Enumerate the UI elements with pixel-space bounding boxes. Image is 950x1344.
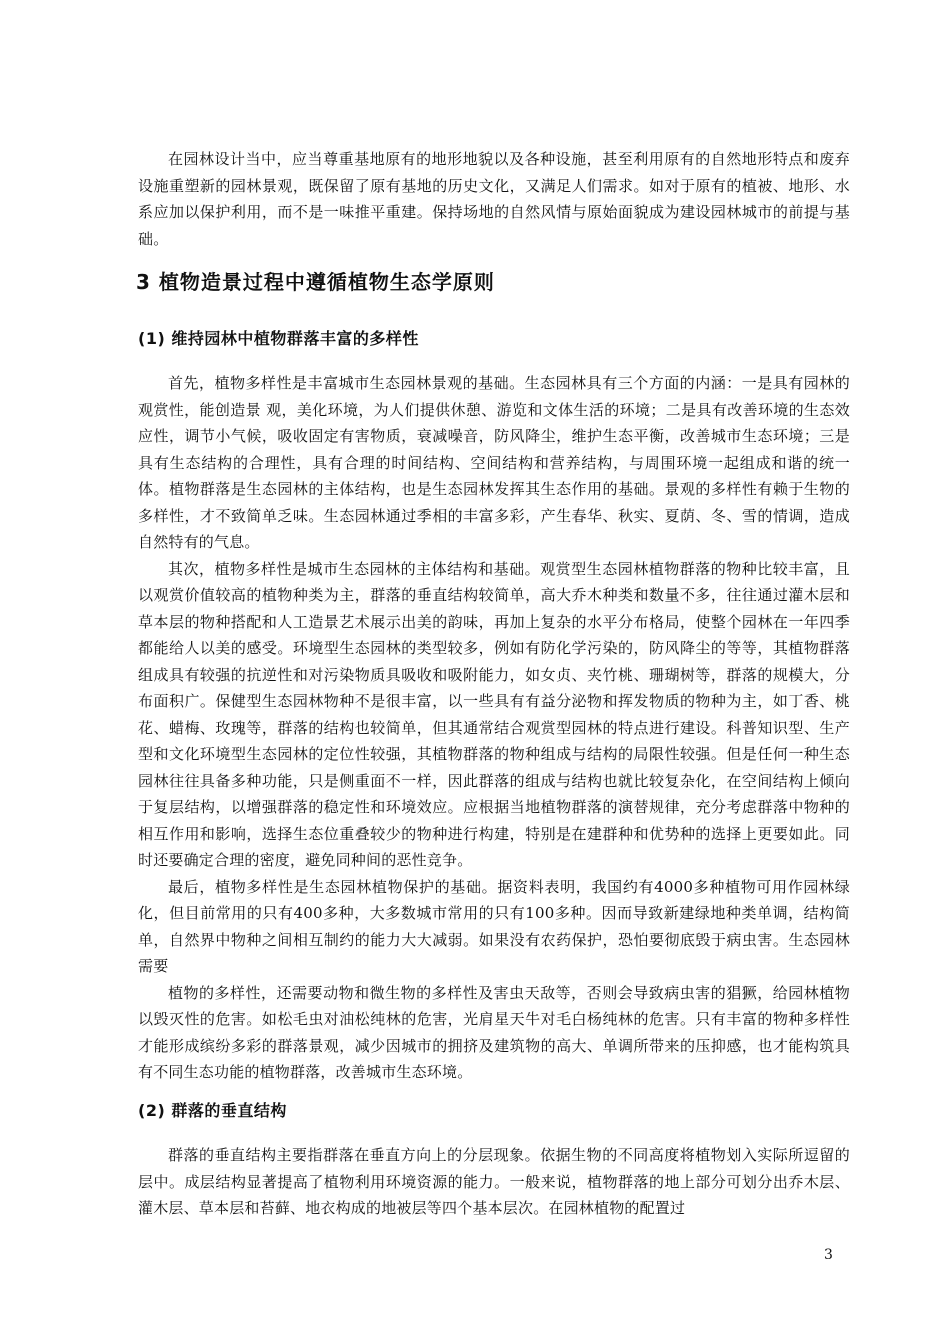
paragraph-2: 其次，植物多样性是城市生态园林的主体结构和基础。观赏型生态园林植物群落的物种比较丰富，且以观赏价值较高的植物种类为主，群落的垂直结构较简单，高大乔木种类和数量不多，往往通过灌木层和草本层的物种搭配和人工造景艺术展示出美的韵味，再加上复杂的水平分布格局，使整个园林在一年四季都能给人以美的感受。环境型生态园林的类型较多，例如有防化学污染的，防风降尘的等等，其植物群落组成具有较强的抗逆性和对污染物质具吸收和吸附能力，如女贞、夹竹桃、珊瑚树等，群落的规模大，分布面积广。保健型生态园林物种不是很丰富，以一些具有有益分泌物和挥发物质的物种为主，如丁香、桃花、蜡梅、玫瑰等，群落的结构也较简单，但其通常结合观赏型园林的特点进行建设。科普知识型、生产型和文化环境型生态园林的定位性较强，其植物群落的物种组成与结构的局限性较强。但是任何一种生态园林往往具备多种功能，只是侧重面不一样，因此群落的组成与结构也就比较复杂化，在空间结构上倾向于复层结构，以增强群落的稳定性和环境效应。应根据当地植物群落的演替规律，充分考虑群落中物种的相互作用和影响，选择生态位重叠较少的物种进行构建，特别是在建群种和优势种的选择上更要如此。同时还要确定合理的密度，避免同种间的恶性竞争。	[138, 559, 850, 869]
subsection-1-body	[138, 370, 850, 1086]
paragraph-1: 首先，植物多样性是丰富城市生态园林景观的基础。生态园林具有三个方面的内涵：一是具有园林的观赏性，能创造景 观，美化环境，为人们提供休憩、游览和文体生活的环境；二是具有改善环境的生态效应性，调节小气候，吸收固定有害物质，衰减噪音，防风降尘，维护生态平衡，改善城市生态环境；三是具有生态结构的合理性，具有合理的时间结构、空间结构和营养结构，与周围环境一起组成和谐的统一体。植物群落是生态园林的主体结构，也是生态园林发挥其生态作用的基础。景观的多样性有赖于生物的多样性，才不致简单乏味。生态园林通过季相的丰富多彩，产生春华、秋实、夏荫、冬、雪的情调，造成自然特有的气息。	[138, 374, 850, 551]
section-heading: 3 植物造景过程中遵循植物生态学原则	[136, 270, 495, 294]
intro-block	[138, 146, 850, 252]
subsection-2-body	[138, 1142, 850, 1222]
intro-paragraph: 在园林设计当中，应当尊重基地原有的地形地貌以及各种设施，甚至利用原有的自然地形特点和废弃设施重塑新的园林景观，既保留了原有基地的历史文化，又满足人们需求。如对于原有的植被、地形、水系应加以保护利用，而不是一味推平重建。保持场地的自然风情与原始面貌成为建设园林城市的前提与基础。	[138, 150, 850, 248]
paragraph-5: 群落的垂直结构主要指群落在垂直方向上的分层现象。依据生物的不同高度将植物划入实际所逗留的层中。成层结构显著提高了植物利用环境资源的能力。一般来说，植物群落的地上部分可划分出乔木层、灌木层、草本层和苔藓、地衣构成的地被层等四个基本层次。在园林植物的配置过	[138, 1146, 850, 1217]
paragraph-4: 植物的多样性，还需要动物和微生物的多样性及害虫天敌等，否则会导致病虫害的猖獗，给园林植物以毁灭性的危害。如松毛虫对油松纯林的危害，光肩星天牛对毛白杨纯林的危害。只有丰富的物种多样性才能形成缤纷多彩的群落景观，减少因城市的拥挤及建筑物的高大、单调所带来的压抑感，也才能构筑具有不同生态功能的植物群落，改善城市生态环境。	[138, 983, 850, 1081]
paragraph-3: 最后，植物多样性是生态园林植物保护的基础。据资料表明，我国约有4000多种植物可用作园林绿化，但目前常用的只有400多种，大多数城市常用的只有100多种。因而导致新建绿地种类单调，结构简单，自然界中物种之间相互制约的能力大大减弱。如果没有农药保护，恐怕要彻底毁于病虫害。生态园林需要	[138, 877, 850, 975]
page-number: 3	[824, 1247, 833, 1263]
subsection-2-heading: (2) 群落的垂直结构	[138, 1101, 287, 1120]
subsection-1-heading: (1) 维持园林中植物群落丰富的多样性	[138, 329, 419, 348]
